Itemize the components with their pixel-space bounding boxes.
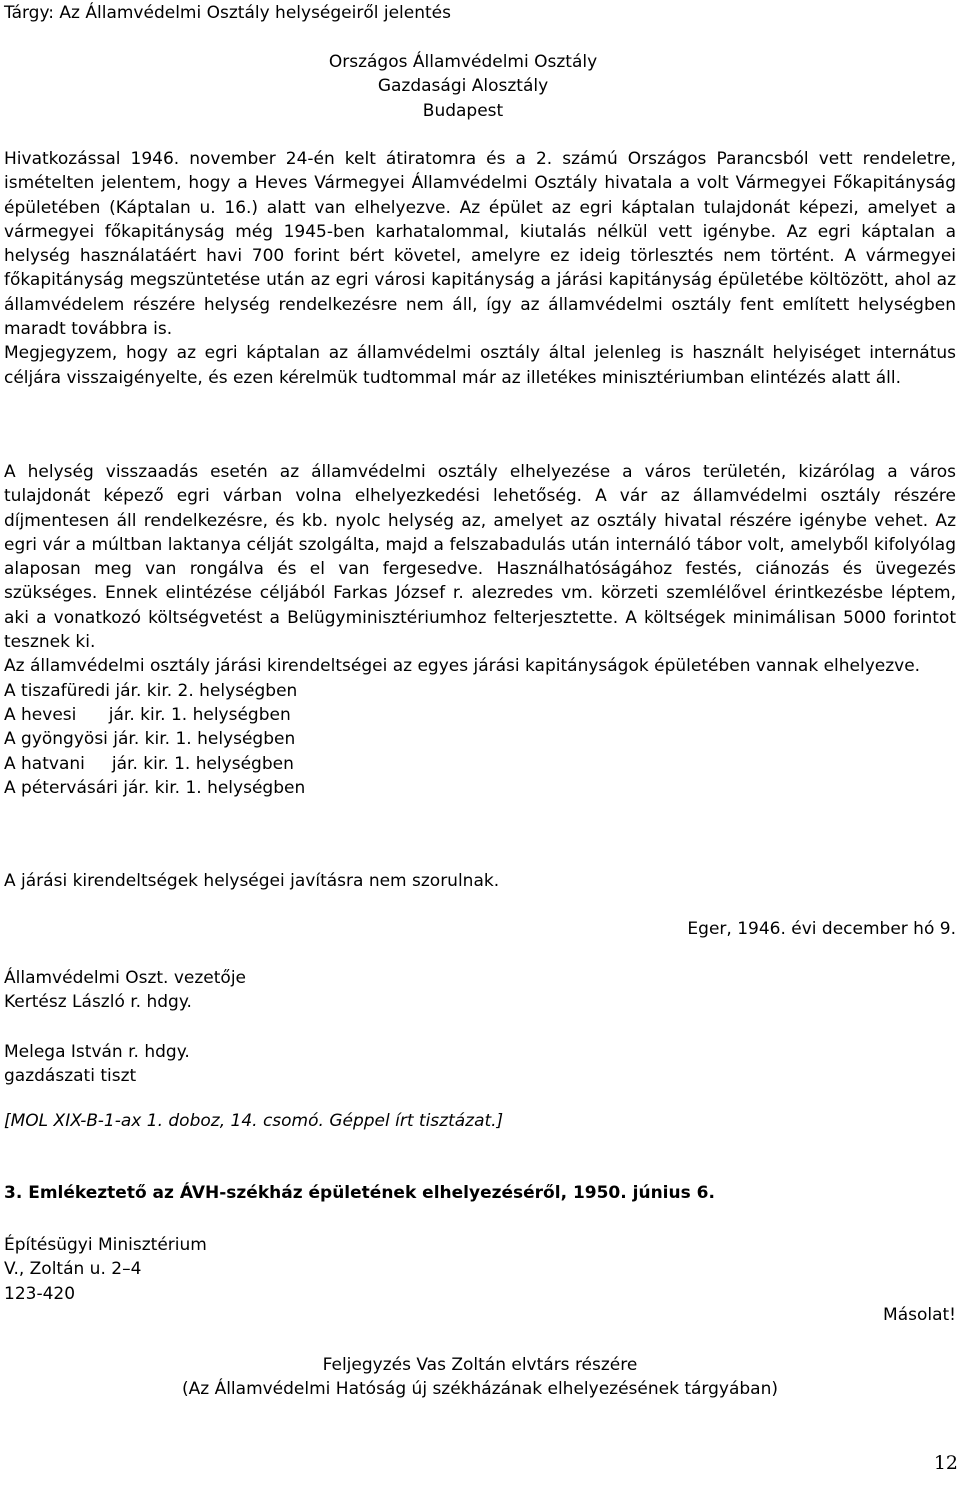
signature-block-1 — [4, 966, 246, 1015]
office-line-5: A pétervásári jár. kir. 1. helységben — [4, 777, 306, 798]
office-line-4: A hatvani jár. kir. 1. helységben — [4, 753, 294, 774]
signature-2-name: Melega István r. hdgy. — [4, 1042, 190, 1062]
paragraph-1: Hivatkozással 1946. november 24-én kelt átiratomra és a 2. számú Országos Parancsból vett rendeletre, ismételten jelentem, hogy a Heves Vármegyei Államvédelmi Osztály hivatala a volt Vármegyei Főkapitányság épületében (Káptalan u. 16.) alatt van elhelyezve. Az épület az egri káptalan tulajdonát képezi, amelyet a vármegyei főkapitányság még 1945-ben karhatalommal, kiutalás nélkül vett igénybe. Az egri káptalan a helység használatáért havi 700 forint bért követel, amelyre ez ideig törlesztés nem történt. A vármegyei főkapitányság megszüntetése után az egri városi kapitányság a járási kapitányság épületébe költözött, ahol az államvédelem részére helység rendelkezésre nem áll, így az államvédelmi osztály fent említett helységben maradt továbbra is. — [4, 149, 956, 340]
body-text-2 — [4, 460, 956, 800]
memo-title — [4, 1353, 956, 1402]
archive-note: [MOL XIX-B-1-ax 1. doboz, 14. csomó. Géppel írt tisztázat.] — [4, 1111, 504, 1131]
section-heading: 3. Emlékeztető az ÁVH-székház épületének elhelyezéséről, 1950. június 6. — [4, 1183, 715, 1203]
addressee-block — [322, 50, 604, 123]
sender-line-1: Építésügyi Minisztérium — [4, 1235, 207, 1255]
addressee-line-3: Budapest — [422, 100, 504, 121]
signature-1-title: Államvédelmi Oszt. vezetője — [4, 968, 247, 988]
copy-mark: Másolat! — [883, 1305, 956, 1325]
sender-line-2: V., Zoltán u. 2–4 — [4, 1259, 142, 1280]
closing-statement: A járási kirendeltségek helységei javításra nem szorulnak. — [4, 871, 500, 891]
office-line-2: A hevesi jár. kir. 1. helységben — [4, 704, 291, 725]
addressee-line-1: Országos Államvédelmi Osztály — [328, 52, 598, 72]
paragraph-2: Megjegyzem, hogy az egri káptalan az államvédelmi osztály által jelenleg is használt helyiséget internátus céljára visszaigényelte, és ezen kérelmük tudtommal már az illetékes minisztériumban elintézés alatt áll. — [4, 343, 956, 388]
paragraph-4: Az államvédelmi osztály járási kirendeltségei az egyes járási kapitányságok épületében vannak elhelyezve. — [4, 656, 921, 677]
date-place: Eger, 1946. évi december hó 9. — [687, 919, 956, 939]
paragraph-3: A helység visszaadás esetén az államvédelmi osztály elhelyezése a város területén, kizárólag a város tulajdonát képező egri várban volna elhelyezkedési lehetőség. A vár az államvédelmi osztály részére díjmentesen áll rendelkezésre, és kb. nyolc helység az, amelyet az osztály hivatal részére igénybe vehet. Az egri vár a múltban laktanya célját szolgálta, majd a felszabadulás után internáló tábor volt, amelyből kifolyólag alaposan meg van rongálva és el van fergesedve. Használhatóságához festés, ciánozás és üvegezés szükséges. Ennek elintézése céljából Farkas József r. alezredes vm. körzeti szemlélővel érintkezésbe léptem, aki a vonatkozó költségvetést a Belügyminisztériumhoz felterjesztette. A költségek minimálisan 5000 forintot tesznek ki. — [4, 462, 956, 653]
memo-title-line-1: Feljegyzés Vas Zoltán elvtárs részére — [322, 1355, 638, 1375]
office-line-3: A gyöngyösi jár. kir. 1. helységben — [4, 729, 296, 750]
page-number: 12 — [933, 1452, 958, 1474]
addressee-line-2: Gazdasági Alosztály — [377, 76, 549, 97]
signature-1-name: Kertész László r. hdgy. — [4, 992, 192, 1013]
signature-2-title: gazdászati tiszt — [4, 1066, 137, 1087]
body-text — [4, 147, 956, 390]
memo-title-line-2: (Az Államvédelmi Hatóság új székházának elhelyezésének tárgyában) — [181, 1379, 778, 1400]
office-line-1: A tiszafüredi jár. kir. 2. helységben — [4, 680, 298, 701]
signature-block-2 — [4, 1040, 190, 1089]
sender-block — [4, 1233, 207, 1306]
subject-line: Tárgy: Az Államvédelmi Osztály helységeiről jelentés — [4, 3, 451, 23]
sender-line-3: 123-420 — [4, 1283, 76, 1304]
